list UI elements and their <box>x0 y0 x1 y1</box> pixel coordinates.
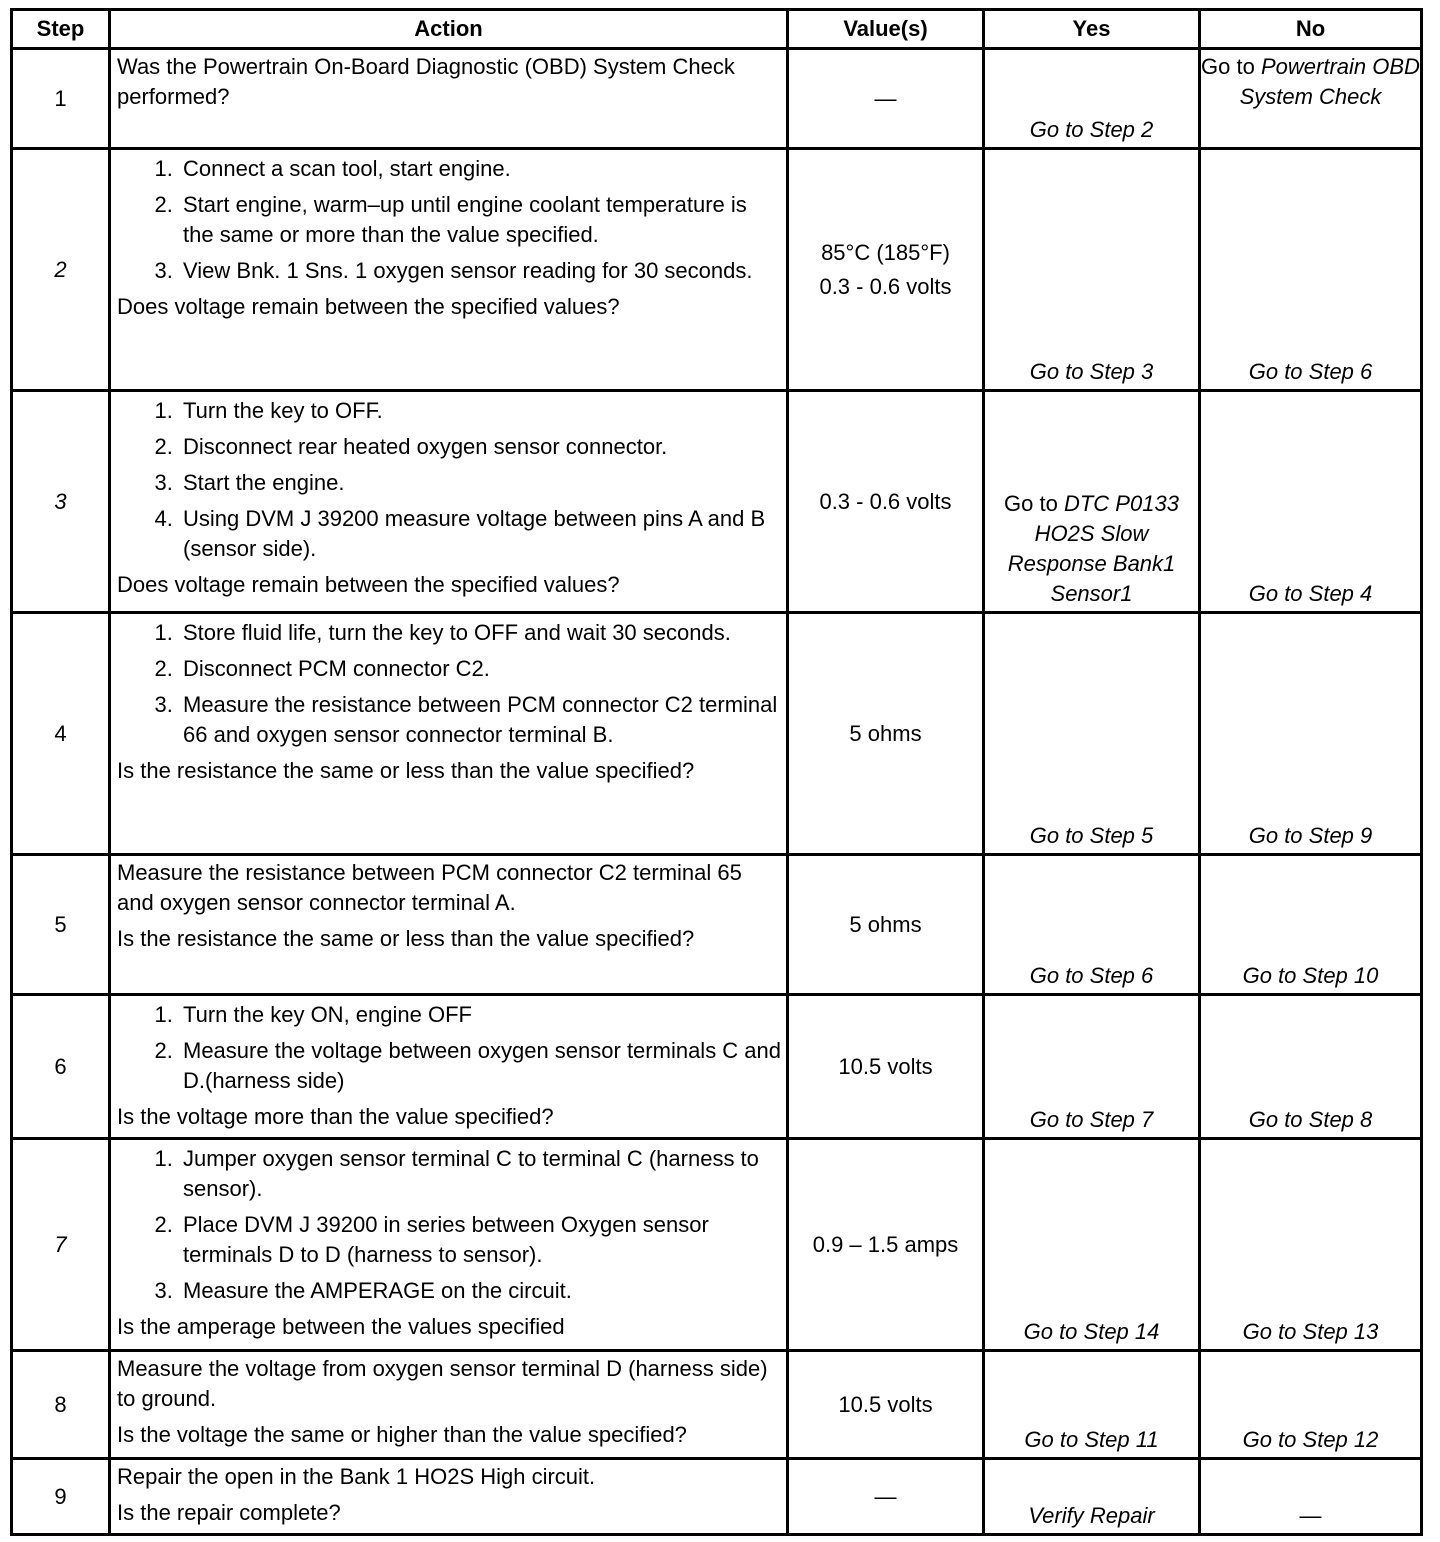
no-cell[interactable] <box>1200 49 1422 149</box>
no-link[interactable]: Go to Step 12 <box>1200 1351 1422 1459</box>
action-step: 2. Place DVM J 39200 in series between Oxygen sensor terminals D to D (harness to sensor). <box>179 1210 782 1270</box>
value-cell: 10.5 volts <box>788 995 984 1139</box>
action-question: Does voltage remain between the specified values? <box>117 294 620 319</box>
action-question: Is the amperage between the values specified <box>117 1314 565 1339</box>
action-step: 4. Using DVM J 39200 measure voltage between pins A and B (sensor side). <box>179 504 782 564</box>
header-action: Action <box>110 10 788 49</box>
action-step: 3. View Bnk. 1 Sns. 1 oxygen sensor reading for 30 seconds. <box>179 256 782 286</box>
action-step: 2. Disconnect PCM connector C2. <box>179 654 782 684</box>
action-step: 2. Measure the voltage between oxygen sensor terminals C and D.(harness side) <box>179 1036 782 1096</box>
yes-link[interactable]: Go to Step 6 <box>984 855 1200 995</box>
action-steps <box>117 1000 782 1096</box>
action-cell <box>110 391 788 613</box>
table-row-step-6 <box>12 995 1422 1139</box>
action-question: Does voltage remain between the specified values? <box>117 572 620 597</box>
action-question: Is the voltage more than the value specified? <box>117 1104 554 1129</box>
value-cell <box>788 149 984 391</box>
action-text: Measure the resistance between PCM connector C2 terminal 65 and oxygen sensor connector terminal A. <box>117 860 742 915</box>
action-text: Repair the open in the Bank 1 HO2S High circuit. <box>117 1464 596 1489</box>
yes-link[interactable]: Go to Step 11 <box>984 1351 1200 1459</box>
value-voltage: 0.3 - 0.6 volts <box>819 273 952 299</box>
action-question: Was the Powertrain On-Board Diagnostic (OBD) System Check performed? <box>117 54 735 109</box>
table-row-step-3 <box>12 391 1422 613</box>
step-number: 9 <box>12 1459 110 1535</box>
value-cell: 5 ohms <box>788 855 984 995</box>
table-row-step-2 <box>12 149 1422 391</box>
step-number: 1 <box>12 49 110 149</box>
no-prefix: Go to <box>1201 54 1255 79</box>
yes-link[interactable]: Go to Step 14 <box>984 1139 1200 1351</box>
action-cell <box>110 1459 788 1535</box>
value-cell: 10.5 volts <box>788 1351 984 1459</box>
action-cell <box>110 613 788 855</box>
value-cell: — <box>788 49 984 149</box>
action-step: 3. Measure the AMPERAGE on the circuit. <box>179 1276 782 1306</box>
action-cell <box>110 49 788 149</box>
header-yes: Yes <box>984 10 1200 49</box>
action-step: 1. Turn the key ON, engine OFF <box>179 1000 782 1030</box>
action-cell <box>110 1351 788 1459</box>
action-step: 2. Start engine, warm–up until engine coolant temperature is the same or more than the value specified. <box>179 190 782 250</box>
value-cell: — <box>788 1459 984 1535</box>
header-values: Value(s) <box>788 10 984 49</box>
no-link[interactable]: Powertrain OBD System Check <box>1239 54 1420 109</box>
no-link[interactable]: Go to Step 10 <box>1200 855 1422 995</box>
table-row-step-7 <box>12 1139 1422 1351</box>
action-steps <box>117 396 782 564</box>
no-link[interactable]: Go to Step 13 <box>1200 1139 1422 1351</box>
yes-link[interactable]: DTC P0133 HO2S Slow Response Bank1 Sensor1 <box>1007 491 1179 606</box>
action-question: Is the resistance the same or less than the value specified? <box>117 758 695 783</box>
step-number: 6 <box>12 995 110 1139</box>
step-number: 2 <box>12 149 110 391</box>
action-step: 1. Store fluid life, turn the key to OFF and wait 30 seconds. <box>179 618 782 648</box>
header-row <box>12 10 1422 49</box>
yes-prefix: Go to <box>1004 491 1058 516</box>
action-step: 3. Measure the resistance between PCM connector C2 terminal 66 and oxygen sensor connector terminal B. <box>179 690 782 750</box>
step-number: 5 <box>12 855 110 995</box>
action-step: 1. Connect a scan tool, start engine. <box>179 154 782 184</box>
action-step: 3. Start the engine. <box>179 468 782 498</box>
action-step: 1. Turn the key to OFF. <box>179 396 782 426</box>
yes-link[interactable]: Go to Step 2 <box>984 49 1200 149</box>
diagnostic-table <box>10 8 1423 1536</box>
action-question: Is the voltage the same or higher than the value specified? <box>117 1422 687 1447</box>
no-link[interactable]: Go to Step 9 <box>1200 613 1422 855</box>
step-number: 3 <box>12 391 110 613</box>
step-number: 4 <box>12 613 110 855</box>
value-cell: 0.9 – 1.5 amps <box>788 1139 984 1351</box>
yes-cell[interactable] <box>984 391 1200 613</box>
action-step: 2. Disconnect rear heated oxygen sensor connector. <box>179 432 782 462</box>
table-row-step-8 <box>12 1351 1422 1459</box>
no-link[interactable]: Go to Step 4 <box>1200 391 1422 613</box>
action-text: Measure the voltage from oxygen sensor terminal D (harness side) to ground. <box>117 1356 768 1411</box>
no-cell: — <box>1200 1459 1422 1535</box>
step-number: 8 <box>12 1351 110 1459</box>
action-question: Is the resistance the same or less than the value specified? <box>117 926 695 951</box>
action-step: 1. Jumper oxygen sensor terminal C to terminal C (harness to sensor). <box>179 1144 782 1204</box>
action-question: Is the repair complete? <box>117 1500 341 1525</box>
value-cell: 5 ohms <box>788 613 984 855</box>
yes-link[interactable]: Go to Step 7 <box>984 995 1200 1139</box>
action-cell <box>110 855 788 995</box>
yes-link[interactable]: Verify Repair <box>984 1459 1200 1535</box>
value-cell: 0.3 - 0.6 volts <box>788 391 984 613</box>
yes-link[interactable]: Go to Step 5 <box>984 613 1200 855</box>
action-cell <box>110 1139 788 1351</box>
table-row-step-1 <box>12 49 1422 149</box>
action-steps <box>117 618 782 750</box>
no-link[interactable]: Go to Step 8 <box>1200 995 1422 1139</box>
yes-link[interactable]: Go to Step 3 <box>984 149 1200 391</box>
action-steps <box>117 1144 782 1306</box>
action-cell <box>110 995 788 1139</box>
no-link[interactable]: Go to Step 6 <box>1200 149 1422 391</box>
action-cell <box>110 149 788 391</box>
value-temperature: 85°C (185°F) <box>821 239 950 265</box>
header-step: Step <box>12 10 110 49</box>
header-no: No <box>1200 10 1422 49</box>
step-number: 7 <box>12 1139 110 1351</box>
table-row-step-9 <box>12 1459 1422 1535</box>
table-row-step-4 <box>12 613 1422 855</box>
action-steps <box>117 154 782 286</box>
table-row-step-5 <box>12 855 1422 995</box>
